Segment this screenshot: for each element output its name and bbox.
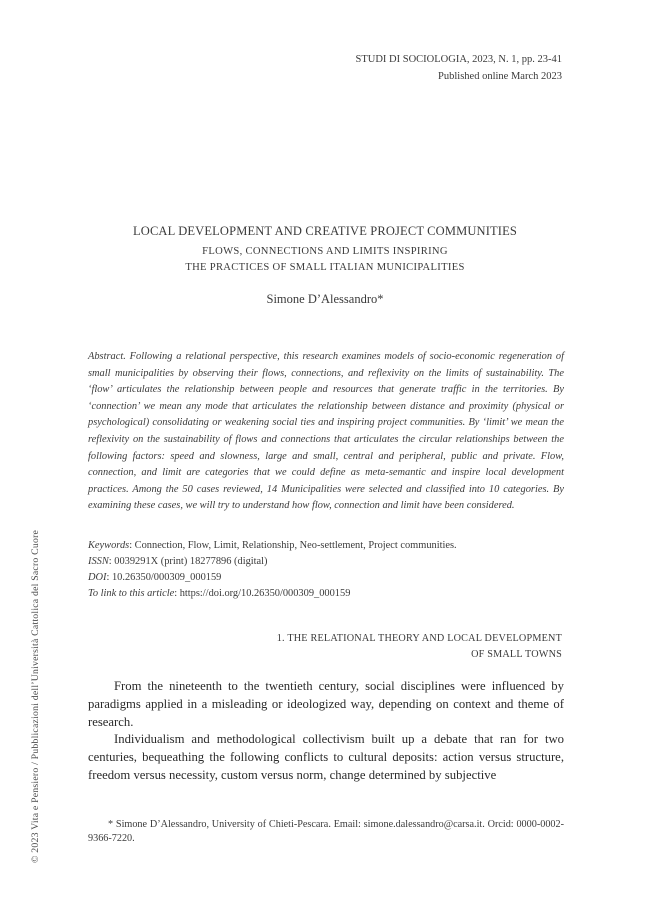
author-footnote bbox=[88, 818, 564, 846]
keywords-label: Keywords bbox=[88, 540, 130, 551]
article-link-label: To link to this article bbox=[88, 588, 175, 599]
article-link-line[interactable] bbox=[88, 588, 564, 599]
body-text bbox=[88, 678, 564, 785]
doi-label: DOI bbox=[88, 572, 107, 583]
article-link-url[interactable]: : https://doi.org/10.26350/000309_000159 bbox=[174, 588, 351, 599]
doi-value: : 10.26350/000309_000159 bbox=[106, 572, 222, 583]
copyright-sidebar: © 2023 Vita e Pensiero / Pubblicazioni dell’Università Cattolica del Sacro Cuore bbox=[30, 529, 41, 863]
body-paragraph-2: Individualism and methodological collectivism built up a debate that ran for two centuries, bequeathing the following conflicts to cultural deposits: action versus structure, freedom versus necessity, custom versus norm, change determined by subjective bbox=[88, 732, 564, 782]
section-heading-line2: OF SMALL TOWNS bbox=[471, 649, 562, 660]
footnote-text: * Simone D’Alessandro, University of Chieti-Pescara. Email: simone.dalessandro@carsa.it. Orcid: 0000-0002-9366-7220. bbox=[88, 819, 564, 844]
keywords-line bbox=[88, 540, 564, 551]
article-subtitle-line1: FLOWS, CONNECTIONS AND LIMITS INSPIRING bbox=[202, 246, 448, 257]
article-title: LOCAL DEVELOPMENT AND CREATIVE PROJECT COMMUNITIES bbox=[132, 224, 517, 238]
article-subtitle-line2: THE PRACTICES OF SMALL ITALIAN MUNICIPALITIES bbox=[185, 262, 465, 273]
issn-value: : 0039291X (print) 18277896 (digital) bbox=[108, 556, 268, 567]
section-heading-line1: 1. THE RELATIONAL THEORY AND LOCAL DEVELOPMENT bbox=[276, 633, 562, 644]
keywords-value: : Connection, Flow, Limit, Relationship, Neo-settlement, Project communities. bbox=[129, 540, 457, 551]
issn-label: ISSN bbox=[88, 556, 109, 567]
body-paragraph-1: From the nineteenth to the twentieth century, social disciplines were influenced by paradigms applied in a misleading or ideologized way, depending on context and theme of research. bbox=[88, 679, 564, 729]
doi-line bbox=[88, 572, 564, 583]
issn-line bbox=[88, 556, 564, 567]
journal-citation: STUDI DI SOCIOLOGIA, 2023, N. 1, pp. 23-41 bbox=[355, 54, 562, 65]
abstract-text: Abstract. Following a relational perspective, this research examines models of socio-economic regeneration of small municipalities by observing their flows, connections, and reflexivity on the limits of sustainability. The ‘flow’ articulates the relationship between people and resources that generate traffic in the territories. By ‘connection’ we mean any mode that articulates the relationship between distance and proximity (physical or psychological) consolidating or weakening social ties and inspiring project communities. By ‘limit’ we mean the reflexivity on the sustainability of flows and connections that articulates the circular relationships between the following factors: speed and slowness, large and small, central and peripheral, public and private. Flow, connection, and limit are categories that we could define as meta-semantic and inspire local development practices. Among the 50 cases reviewed, 14 Municipalities were selected and classified into 10 categories. By examining these cases, we will try to understand how flow, connection and limit have been considered. bbox=[88, 351, 564, 512]
author-name: Simone D’Alessandro* bbox=[266, 292, 384, 306]
publication-date: Published online March 2023 bbox=[438, 71, 562, 82]
